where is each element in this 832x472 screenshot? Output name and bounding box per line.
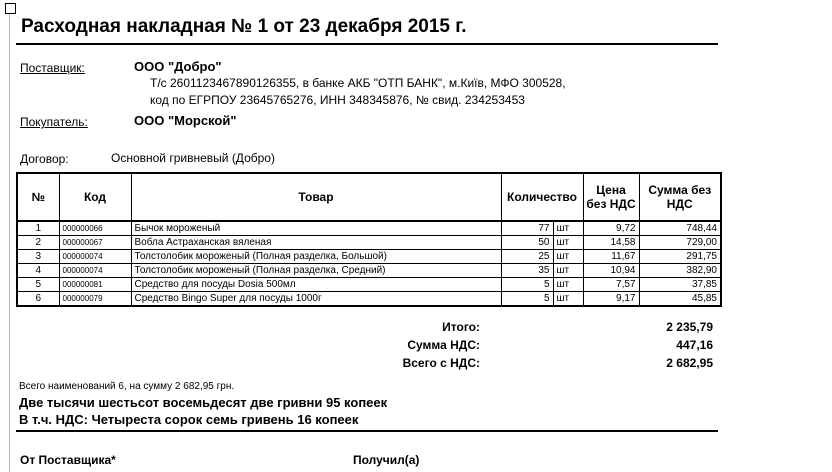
row-code: 000000074	[59, 250, 131, 264]
row-sum: 291,75	[639, 250, 721, 264]
table-row	[17, 264, 721, 278]
row-product: Средство для посуды Dosia 500мл	[131, 278, 501, 292]
row-price: 9,72	[583, 221, 639, 236]
row-code: 000000067	[59, 236, 131, 250]
grand-total-value: 2 682,95	[666, 356, 713, 370]
row-qty: 77	[501, 221, 553, 236]
header-price: Цена без НДС	[583, 173, 639, 221]
contract-label: Договор:	[20, 152, 69, 166]
row-product: Толстолобик мороженый (Полная разделка, Большой)	[131, 250, 501, 264]
summary-underline	[16, 430, 718, 432]
header-num: №	[17, 173, 59, 221]
vat-value: 447,16	[676, 338, 713, 352]
row-code: 000000066	[59, 221, 131, 236]
row-price: 9,17	[583, 292, 639, 307]
table-row	[17, 278, 721, 292]
corner-marker	[5, 3, 16, 14]
table-header-row	[17, 173, 721, 221]
row-unit: шт	[553, 221, 583, 236]
row-sum: 748,44	[639, 221, 721, 236]
supplier-label: Поставщик:	[20, 61, 85, 75]
buyer-label: Покупатель:	[20, 115, 88, 129]
row-product: Средство Bingo Super для посуды 1000г	[131, 292, 501, 307]
table-row	[17, 250, 721, 264]
document-title: Расходная накладная № 1 от 23 декабря 2015 г.	[21, 16, 467, 37]
row-price: 14,58	[583, 236, 639, 250]
header-qty: Количество	[501, 173, 583, 221]
supplier-bank-details: Т/с 260112346789012635​5, в банке АКБ "ОТП БАНК", м.Київ, МФО 300528,	[150, 76, 566, 90]
row-price: 10,94	[583, 264, 639, 278]
row-product: Вобла Астраханская вяленая	[131, 236, 501, 250]
vat-label: Сумма НДС:	[407, 338, 480, 352]
header-sum: Сумма без НДС	[639, 173, 721, 221]
header-code: Код	[59, 173, 131, 221]
row-sum: 37,85	[639, 278, 721, 292]
row-code: 000000081	[59, 278, 131, 292]
left-margin-line	[9, 14, 10, 472]
row-unit: шт	[553, 264, 583, 278]
row-sum: 729,00	[639, 236, 721, 250]
row-price: 11,67	[583, 250, 639, 264]
row-num: 6	[17, 292, 59, 307]
row-qty: 25	[501, 250, 553, 264]
vat-in-words: В т.ч. НДС: Четыреста сорок семь гривень 16 копеек	[19, 412, 359, 427]
row-sum: 45,85	[639, 292, 721, 307]
row-unit: шт	[553, 292, 583, 307]
buyer-name: ООО "Морской"	[134, 113, 237, 128]
table-row	[17, 221, 721, 236]
row-code: 000000074	[59, 264, 131, 278]
title-underline	[16, 43, 718, 45]
amount-in-words: Две тысячи шестьсот восемьдесят две гривни 95 копеек	[19, 395, 388, 410]
row-code: 000000079	[59, 292, 131, 307]
row-unit: шт	[553, 278, 583, 292]
grand-total-label: Всего с НДС:	[402, 356, 480, 370]
row-price: 7,57	[583, 278, 639, 292]
row-num: 3	[17, 250, 59, 264]
contract-value: Основной гривневый (Добро)	[111, 151, 275, 165]
total-value: 2 235,79	[666, 320, 713, 334]
items-count-line: Всего наименований 6, на сумму 2 682,95 грн.	[19, 381, 235, 392]
row-product: Толстолобик мороженый (Полная разделка, Средний)	[131, 264, 501, 278]
row-num: 5	[17, 278, 59, 292]
row-num: 4	[17, 264, 59, 278]
row-num: 1	[17, 221, 59, 236]
supplier-name: ООО "Добро"	[134, 59, 222, 74]
row-qty: 5	[501, 278, 553, 292]
row-num: 2	[17, 236, 59, 250]
row-unit: шт	[553, 250, 583, 264]
row-qty: 5	[501, 292, 553, 307]
from-supplier-signature: От Поставщика*	[20, 453, 116, 467]
header-product: Товар	[131, 173, 501, 221]
items-table	[16, 172, 722, 307]
row-qty: 50	[501, 236, 553, 250]
row-unit: шт	[553, 236, 583, 250]
row-qty: 35	[501, 264, 553, 278]
table-row	[17, 236, 721, 250]
table-row	[17, 292, 721, 307]
supplier-codes: код по ЕГРПОУ 23645765276, ИНН 348345876, № свид. 234253453	[150, 93, 525, 107]
received-signature: Получил(а)	[353, 453, 420, 467]
total-label: Итого:	[442, 320, 480, 334]
row-sum: 382,90	[639, 264, 721, 278]
row-product: Бычок мороженый	[131, 221, 501, 236]
